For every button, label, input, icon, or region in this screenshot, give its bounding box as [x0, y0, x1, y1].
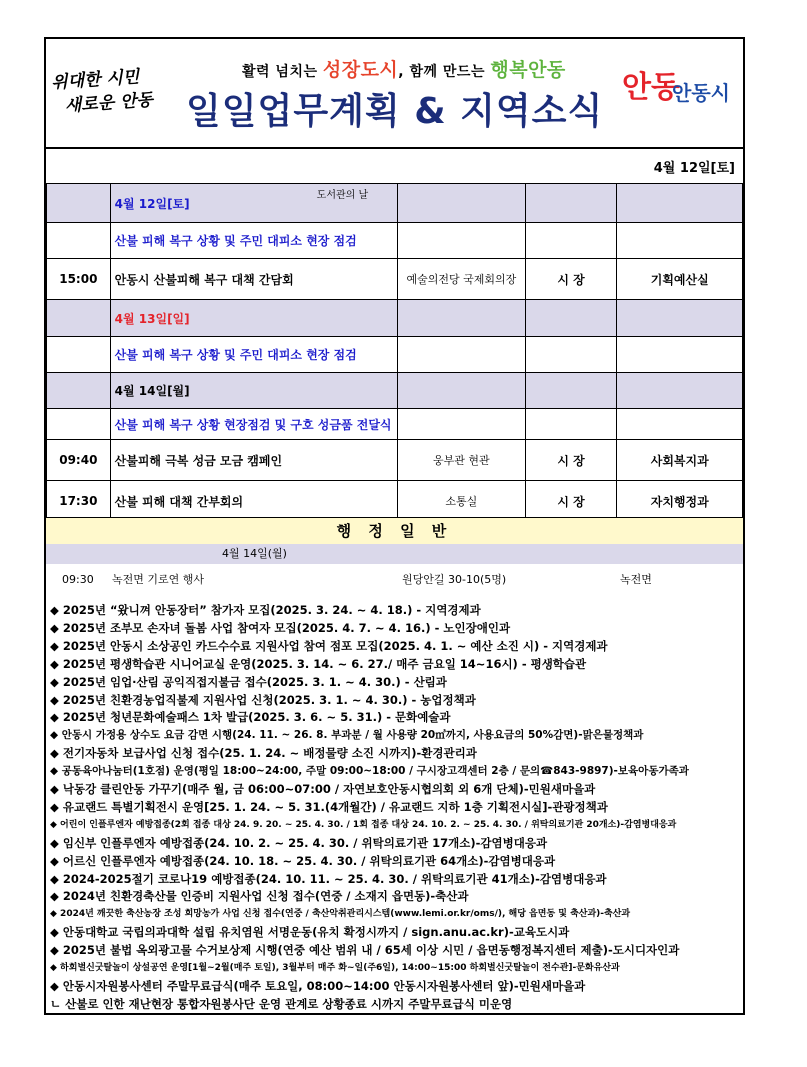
admin-date-bar: [46, 544, 743, 564]
schedule-event: 산불 피해 복구 상황 및 주민 대피소 현장 점검: [110, 337, 397, 373]
schedule-place: [398, 223, 525, 259]
slogan-line-2: 새로운 안동: [64, 90, 154, 117]
schedule-place: [398, 184, 525, 223]
schedule-dept: [617, 223, 743, 259]
schedule-attendee: [525, 184, 617, 223]
schedule-date-note: 도서관의 날: [316, 190, 369, 201]
document-header: [46, 39, 743, 149]
notice-item: ◆ 2025년 안동시 소상공인 카드수수료 지원사업 참여 점포 모집(2025. 4. 1. ~ 예산 소진 시) - 지역경제과: [50, 638, 608, 653]
schedule-attendee: 시 장: [525, 259, 617, 300]
schedule-place: [398, 409, 525, 440]
tagline-mid: , 함께 만드는: [398, 64, 491, 80]
admin-row-place: 원당안길 30-10(5명): [402, 573, 507, 586]
schedule-attendee: [525, 223, 617, 259]
notice-item: ◆ 하회별신굿탈놀이 상설공연 운영[1월~2월(매주 토일), 3월부터 매주 화~일(주6일), 14:00~15:00 하회별신굿탈놀이 전수관]-문화유산과: [50, 963, 620, 973]
notice-item: ◆ 2025년 조부모 손자녀 돌봄 사업 참여자 모집(2025. 4. 7. ~ 4. 16.) - 노인장애인과: [50, 620, 511, 635]
notice-item: ㄴ 산불로 인한 재난현장 통합자원봉사단 운영 관계로 상황종료 시까지 주말무료급식 미운영: [50, 996, 513, 1011]
schedule-row: [47, 337, 743, 373]
schedule-row: [47, 259, 743, 300]
schedule-time: [47, 223, 111, 259]
schedule-place: [398, 373, 525, 409]
schedule-date: [110, 184, 397, 223]
schedule-date-text: 4월 13일[일]: [114, 311, 190, 326]
schedule-dept: [617, 337, 743, 373]
schedule-date-row: [47, 300, 743, 337]
tagline: [242, 55, 566, 82]
logo-text: 안동시: [672, 81, 730, 105]
schedule-place: 웅부관 현관: [398, 440, 525, 481]
notice-item: ◆ 2025년 불법 옥외광고물 수거보상제 시행(연중 예산 범위 내 / 65세 이상 시민 / 읍면동행정복지센터 제출)-도시디자인과: [50, 943, 680, 958]
schedule-row: [47, 223, 743, 259]
schedule-attendee: [525, 409, 617, 440]
notice-item: ◆ 어르신 인플루엔자 예방접종(24. 10. 18. ~ 25. 4. 30. / 위탁의료기관 64개소)-감염병대응과: [50, 853, 556, 868]
schedule-event: 산불 피해 대책 간부회의: [110, 481, 397, 522]
notice-item: ◆ 2025년 “왔니껴 안동장터” 참가자 모집(2025. 3. 24. ~ 4. 18.) - 지역경제과: [50, 603, 481, 617]
date-bar: [46, 147, 743, 184]
notice-item: ◆ 2024년 깨끗한 축산농장 조성 희망농가 사업 신청 접수(연중 / 축산악취관리시스템(www.lemi.or.kr/oms/), 해당 읍면동 및 축산과)-축산과: [50, 909, 631, 920]
schedule-dept: [617, 184, 743, 223]
notice-item: ◆ 전기자동차 보급사업 신청 접수(25. 1. 24. ~ 배정물량 소진 시까지)-환경관리과: [50, 746, 477, 761]
schedule-date: [110, 300, 397, 337]
notice-item: ◆ 2025년 임업·산림 공익직접지불금 접수(2025. 3. 1. ~ 4. 30.) - 산림과: [50, 674, 447, 689]
city-logo: [622, 71, 742, 111]
schedule-time: [47, 409, 111, 440]
schedule-dept: [617, 409, 743, 440]
schedule-time: [47, 373, 111, 409]
schedule-place: [398, 337, 525, 373]
schedule-place: [398, 300, 525, 337]
schedule-time: [47, 300, 111, 337]
schedule-row: [47, 440, 743, 481]
schedule-event: 안동시 산불피해 복구 대책 간담회: [110, 259, 397, 300]
schedule-place: 예술의전당 국제회의장: [398, 259, 525, 300]
admin-section-heading: 행 정 일 반: [46, 517, 743, 545]
notice-item: ◆ 낙동강 클린안동 가꾸기(매주 월, 금 06:00~07:00 / 자연보호안동시협의회 외 6개 단체)-민원새마을과: [50, 782, 596, 796]
schedule-date: [110, 373, 397, 409]
document-frame: [44, 37, 745, 1015]
schedule-attendee: [525, 373, 617, 409]
admin-row-dept: 녹전면: [620, 573, 652, 586]
admin-row: [46, 569, 743, 591]
notice-item: ◆ 공동육아나눔터(1호점) 운영(평일 18:00~24:00, 주말 09:00~18:00 / 구시장고객센터 2층 / 문의☎843-9897)-보육아동가족과: [50, 765, 689, 778]
slogan-handwriting: [50, 63, 173, 119]
schedule-time: 15:00: [47, 259, 111, 300]
schedule-time: [47, 337, 111, 373]
notice-item: ◆ 안동시자원봉사센터 주말무료급식(매주 토요일, 08:00~14:00 안동시자원봉사센터 앞)-민원새마을과: [50, 978, 586, 993]
notice-item: ◆ 2025년 청년문화예술패스 1차 발급(2025. 3. 6. ~ 5. 31.) - 문화예술과: [50, 710, 451, 725]
notice-item: ◆ 2024년 친환경축산물 인증비 지원사업 신청 접수(연중 / 소재지 읍면동)-축산과: [50, 889, 469, 904]
notice-item: ◆ 안동시 가정용 상수도 요금 감면 시행(24. 11. ~ 26. 8. 부과분 / 월 사용량 20㎥까지, 사용요금의 50%감면)-맑은물정책과: [50, 729, 644, 742]
schedule-attendee: [525, 300, 617, 337]
page-title: 일일업무계획 & 지역소식: [186, 91, 604, 132]
today-date: 4월 12일[토]: [653, 161, 735, 176]
schedule-time: 09:40: [47, 440, 111, 481]
schedule-attendee: [525, 337, 617, 373]
notice-item: ◆ 임신부 인플루엔자 예방접종(24. 10. 2. ~ 25. 4. 30. / 위탁의료기관 17개소)-감염병대응과: [50, 835, 548, 850]
notice-item: ◆ 유교랜드 특별기획전시 운영[25. 1. 24. ~ 5. 31.(4개월간) / 유교랜드 지하 1층 기획전시실]-관광정책과: [50, 799, 608, 814]
tagline-happy: 행복안동: [490, 59, 566, 81]
notice-item: ◆ 2025년 친환경농업직불제 지원사업 신청(2025. 3. 1. ~ 4. 30.) - 농업정책과: [50, 692, 476, 707]
tagline-pre: 활력 넘치는: [242, 64, 323, 80]
schedule-event: 산불 피해 복구 상황 현장점검 및 구호 성금품 전달식: [110, 409, 397, 440]
slogan-line-1: 위대한 시민: [50, 67, 140, 94]
schedule-dept: [617, 300, 743, 337]
tagline-growth: 성장도시: [322, 59, 399, 81]
admin-row-event: 녹전면 기로연 행사: [112, 573, 205, 586]
admin-date: 4월 14일(월): [222, 547, 287, 560]
schedule-place: 소통실: [398, 481, 525, 522]
notice-item: ◆ 안동대학교 국립의과대학 설립 유치염원 서명운동(유치 확정시까지 / sign.anu.ac.kr)-교육도시과: [50, 925, 570, 940]
schedule-date-row: [47, 184, 743, 223]
schedule-attendee: 시 장: [525, 440, 617, 481]
schedule-event: 산불피해 극복 성금 모금 캠페인: [110, 440, 397, 481]
notice-item: ◆ 2025년 평생학습관 시니어교실 운영(2025. 3. 14. ~ 6. 27./ 매주 금요일 14~16시) - 평생학습관: [50, 656, 587, 671]
schedule-event: 산불 피해 복구 상황 및 주민 대피소 현장 점검: [110, 223, 397, 259]
notice-item: ◆ 어린이 인플루엔자 예방접종(2회 접종 대상 24. 9. 20. ~ 25. 4. 30. / 1회 접종 대상 24. 10. 2. ~ 25. 4. 30. / 위탁의료기관 20개소)-감염병대응과: [50, 819, 677, 830]
logo-mark-icon: 안동: [622, 70, 680, 105]
schedule-table: [46, 183, 743, 522]
schedule-date-text: 4월 12일[토]: [114, 196, 190, 211]
schedule-dept: 기획예산실: [617, 259, 743, 300]
schedule-time: 17:30: [47, 481, 111, 522]
notice-list: [46, 602, 743, 1014]
schedule-time: [47, 184, 111, 223]
schedule-date-row: [47, 373, 743, 409]
schedule-row: [47, 481, 743, 522]
admin-row-time: 09:30: [62, 573, 94, 586]
notice-item: ◆ 2024-2025절기 코로나19 예방접종(24. 10. 11. ~ 25. 4. 30. / 위탁의료기관 41개소)-감염병대응과: [50, 871, 607, 886]
schedule-dept: [617, 373, 743, 409]
schedule-dept: 사회복지과: [617, 440, 743, 481]
schedule-row: [47, 409, 743, 440]
schedule-attendee: 시 장: [525, 481, 617, 522]
schedule-dept: 자치행정과: [617, 481, 743, 522]
schedule-date-text: 4월 14일[월]: [114, 384, 190, 398]
